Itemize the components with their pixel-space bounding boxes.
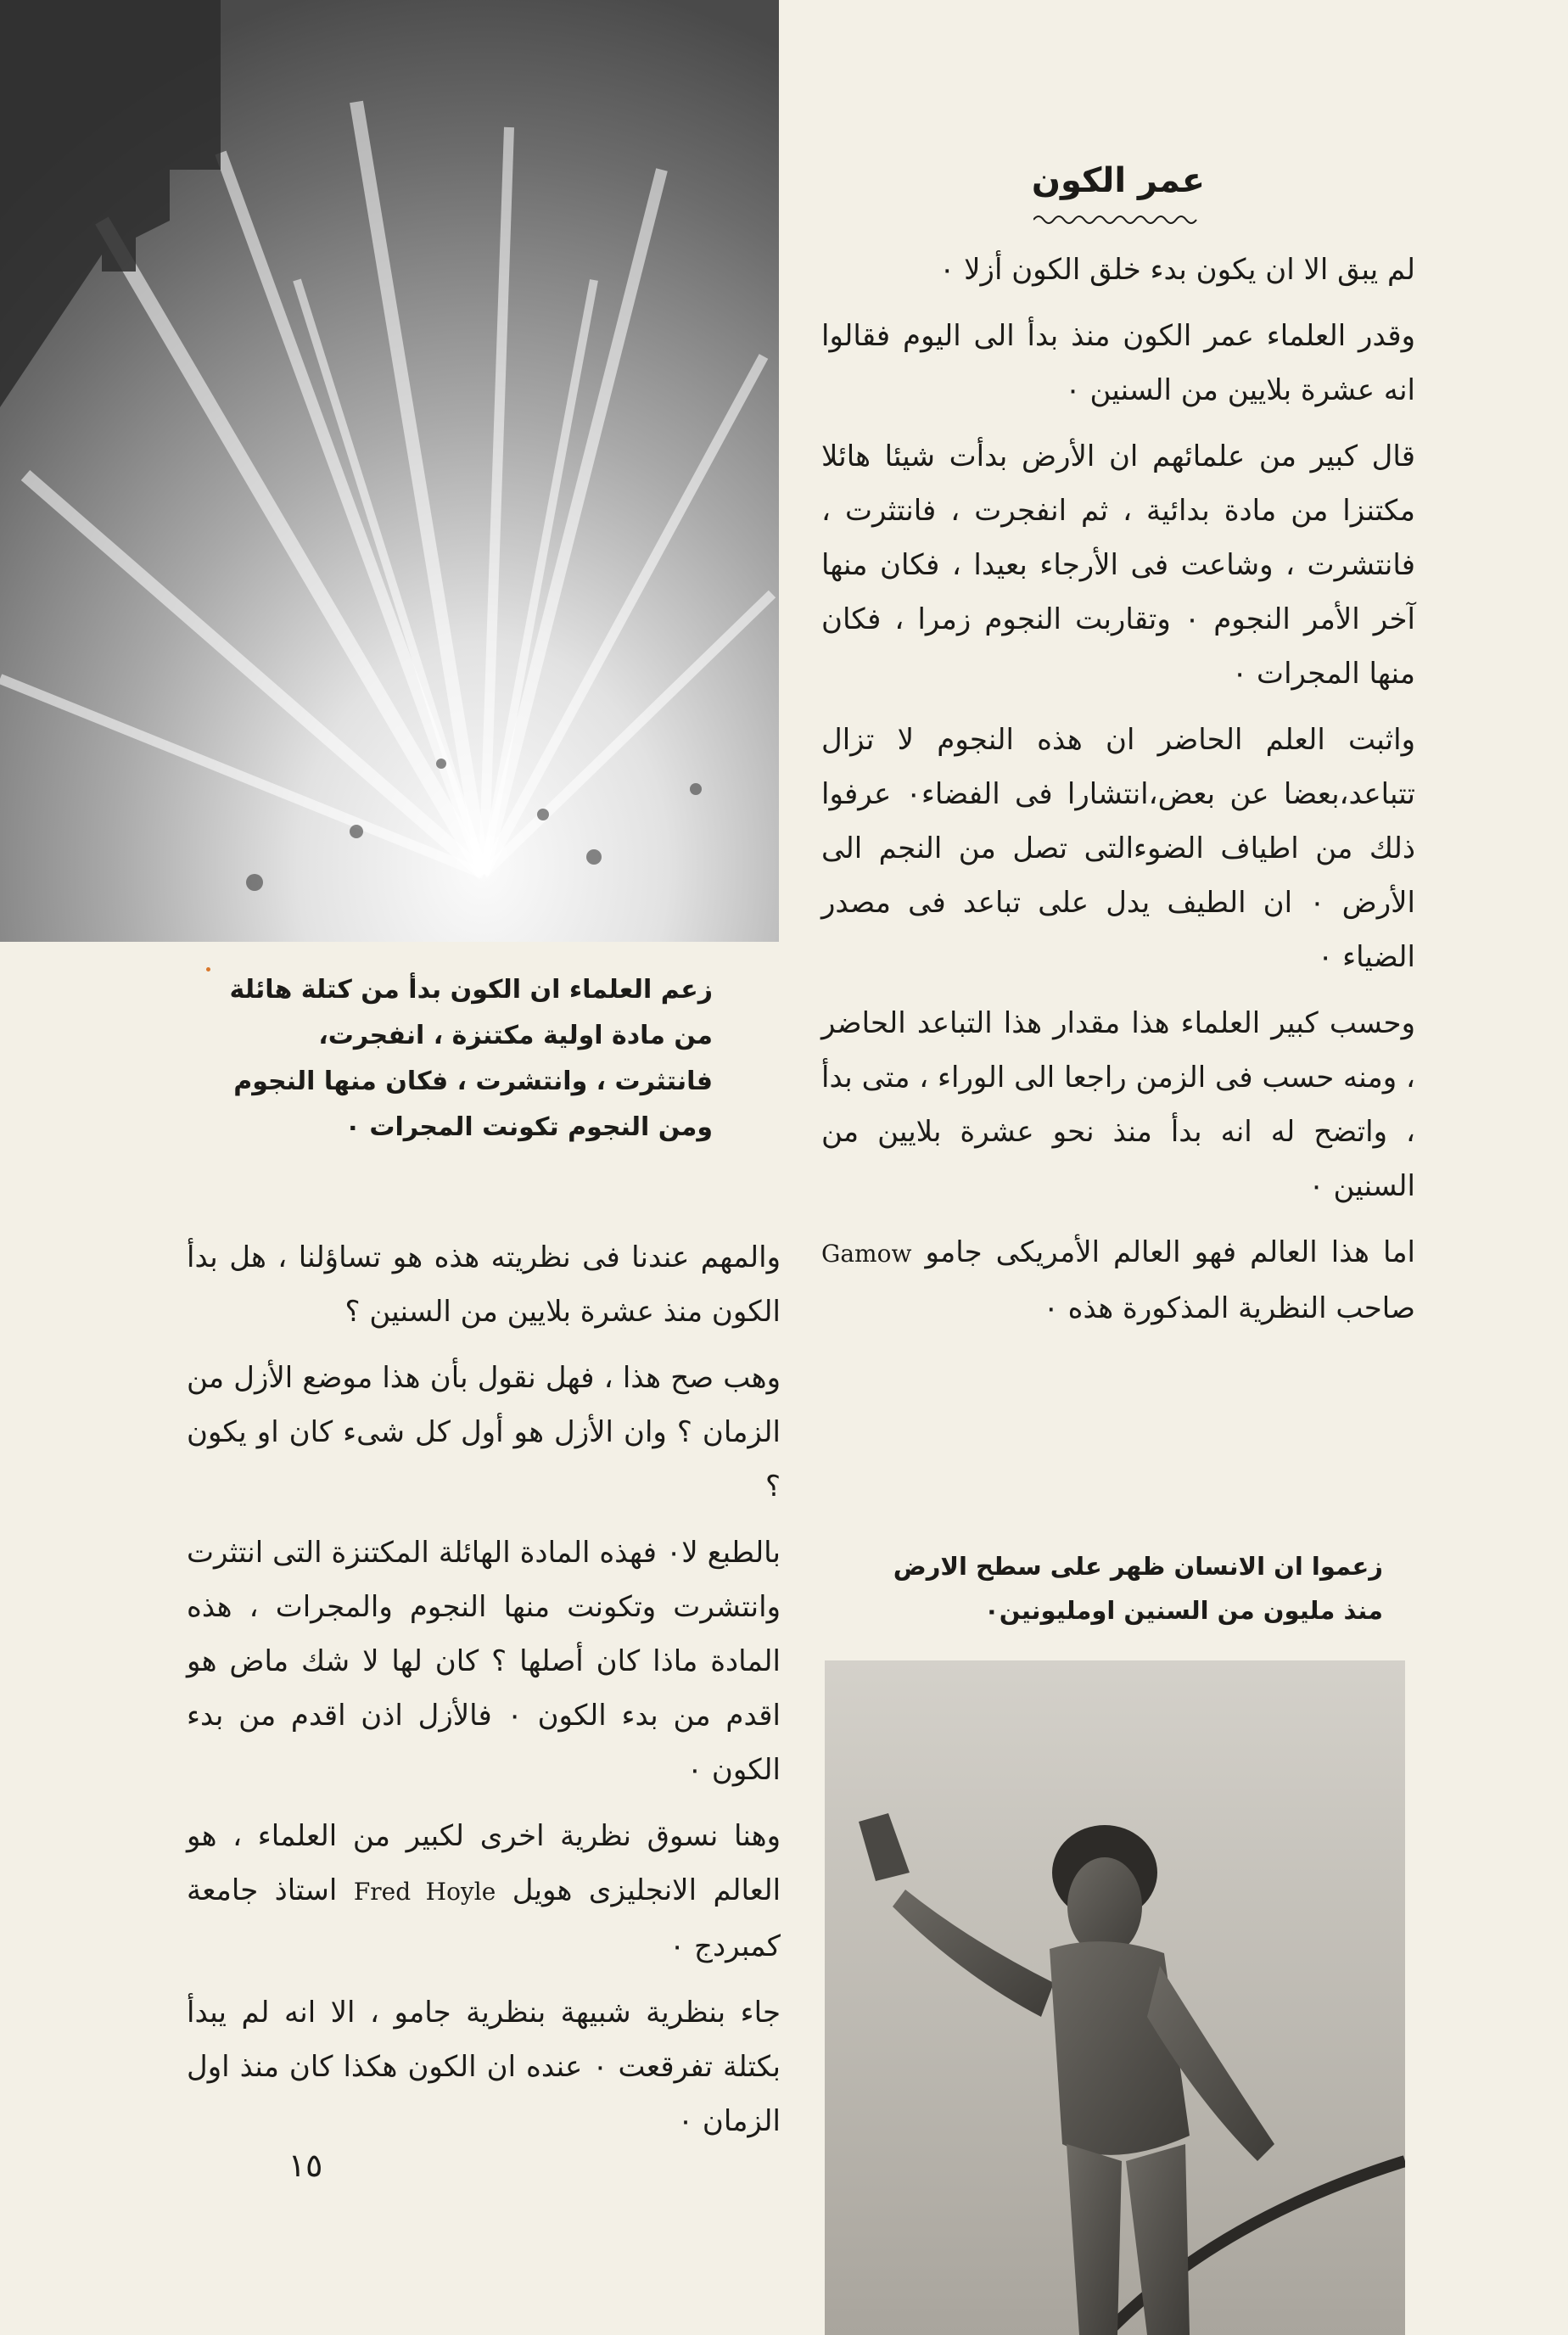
man-photo bbox=[825, 1660, 1405, 2335]
explosion-photo-graphic bbox=[0, 0, 779, 942]
man-photo-graphic bbox=[825, 1660, 1405, 2335]
right-paragraph-gamow bbox=[821, 1225, 1415, 1335]
gamow-text-before: اما هذا العالم فهو العالم الأمريكى جامو bbox=[925, 1235, 1415, 1269]
left-paragraph-last: جاء بنظرية شبيهة بنظرية جامو ، الا انه لم يبدأ بكتلة تفرقعت ٠ عنده ان الكون هكذا كان منذ اول الزمان ٠ bbox=[187, 1996, 781, 2138]
page-number: ١٥ bbox=[288, 2147, 323, 2184]
hoyle-text-before: وهنا نسوق نظرية اخرى لكبير من العلماء ، هو العالم الانجليزى هويل bbox=[187, 1819, 781, 1907]
title-underline-ornament bbox=[1033, 212, 1203, 227]
right-column bbox=[821, 153, 1415, 1347]
print-speck bbox=[206, 967, 210, 972]
hoyle-latin-name: Fred Hoyle bbox=[353, 1878, 496, 1906]
explosion-caption: زعم العلماء ان الكون بدأ من كتلة هائلة من مادة اولية مكتنزة ، انفجرت، فانتثرت ، وانتشرت ، فكان منها النجوم ومن النجوم تكونت المجرات ٠ bbox=[229, 975, 713, 1142]
right-paragraph-5: وحسب كبير العلماء هذا مقدار هذا التباعد الحاضر ، ومنه حسب فى الزمن راجعا الى الوراء ، متى بدأ ، واتضح له انه بدأ منذ نحو عشرة بلايين من السنين ٠ bbox=[821, 1006, 1415, 1203]
man-caption: زعموا ان الانسان ظهر على سطح الارض منذ مليون من السنين اومليونين٠ bbox=[893, 1552, 1383, 1625]
left-paragraph-1: والمهم عندنا فى نظريته هذه هو تساؤلنا ، هل بدأ الكون منذ عشرة بلايين من السنين ؟ bbox=[187, 1240, 781, 1329]
right-paragraph-3: قال كبير من علمائهم ان الأرض بدأت شيئا هائلا مكتنزا من مادة بدائية ، ثم انفجرت ، فانتثرت ، فانتشرت ، وشاعت فى الأرجاء بعيدا ، فكان منها آخر الأمر النجوم ٠ وتقاربت النجوم زمرا ، فكان منها المجرات ٠ bbox=[821, 440, 1415, 691]
left-paragraph-hoyle bbox=[187, 1809, 781, 1974]
explosion-photo bbox=[0, 0, 779, 942]
left-paragraph-2: وهب صح هذا ، فهل نقول بأن هذا موضع الأزل من الزمان ؟ وان الأزل هو أول كل شىء كان او يكون ؟ bbox=[187, 1361, 781, 1503]
left-column bbox=[187, 1230, 781, 2160]
right-paragraph-1: لم يبق الا ان يكون بدء خلق الكون أزلا ٠ bbox=[939, 253, 1415, 287]
right-paragraph-2: وقدر العلماء عمر الكون منذ بدأ الى اليوم فقالوا انه عشرة بلايين من السنين ٠ bbox=[821, 319, 1415, 407]
gamow-latin-name: Gamow bbox=[821, 1240, 912, 1268]
gamow-text-after: صاحب النظرية المذكورة هذه ٠ bbox=[1043, 1291, 1415, 1325]
article-title: عمر الكون bbox=[1031, 161, 1206, 200]
left-paragraph-3: بالطبع لا٠ فهذه المادة الهائلة المكتنزة التى انتثرت وانتشرت وتكونت منها النجوم والمجرات ، هذه المادة ماذا كان أصلها ؟ كان لها لا شك ماض هو اقدم من بدء الكون ٠ فالأزل اذن اقدم من بدء الكون ٠ bbox=[187, 1536, 781, 1787]
right-paragraph-4: واثبت العلم الحاضر ان هذه النجوم لا تزال تتباعد،بعضا عن بعض،انتشارا فى الفضاء٠ عرفوا ذلك من اطياف الضوءالتى تصل من النجم الى الأرض ٠ ان الطيف يدل على تباعد فى مصدر الضياء ٠ bbox=[821, 723, 1416, 974]
hoyle-text-after: استاذ جامعة كمبردج ٠ bbox=[187, 1873, 781, 1963]
